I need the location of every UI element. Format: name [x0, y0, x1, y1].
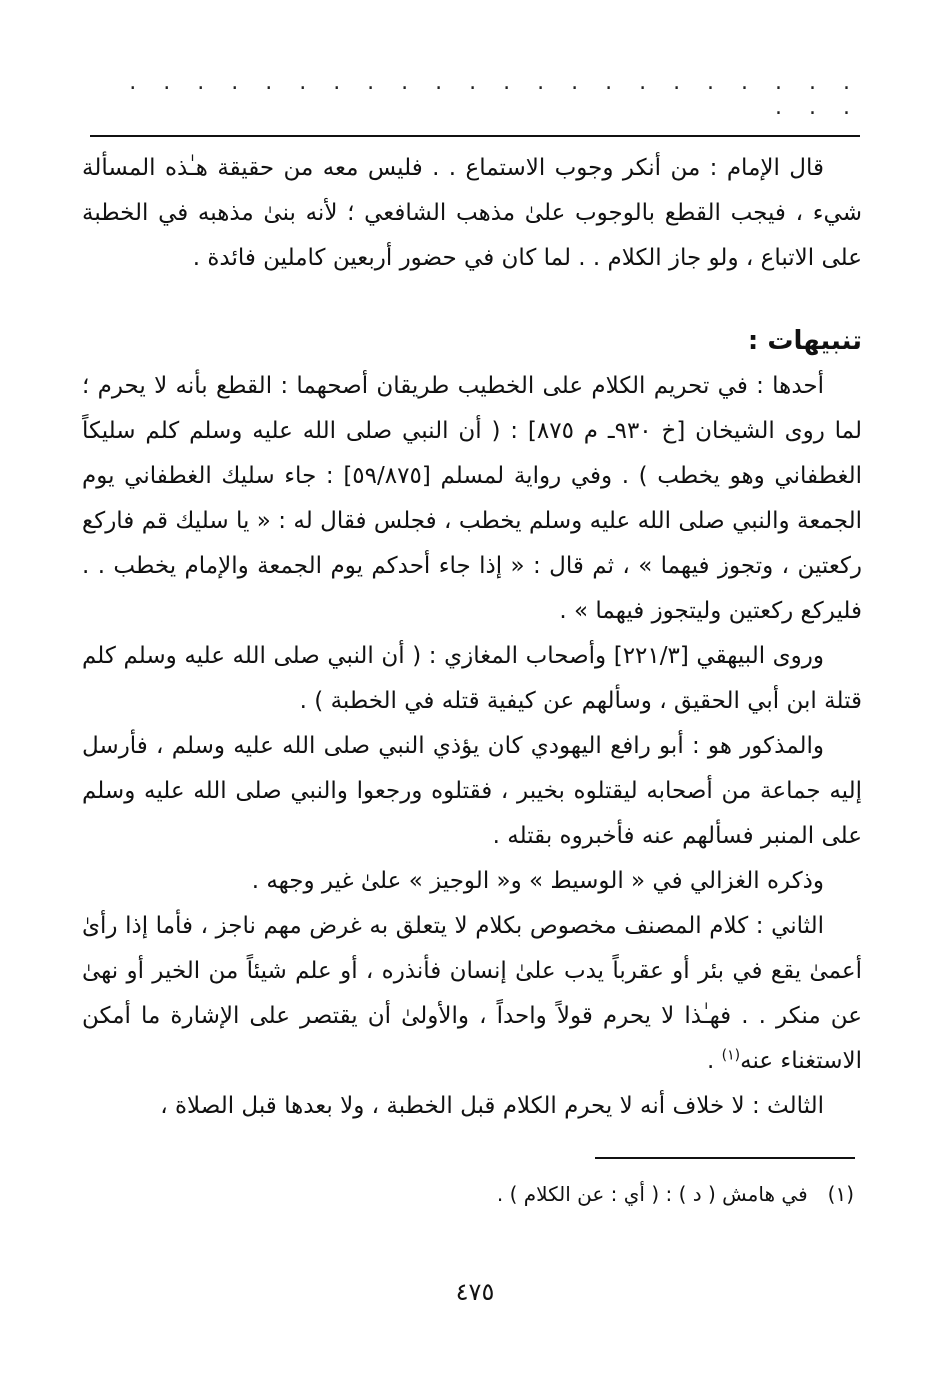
- paragraph-6: [82, 904, 862, 1084]
- footnote-marker: (١): [721, 1047, 741, 1064]
- paragraph-4: والمذكور هو : أبو رافع اليهودي كان يؤذي النبي صلى الله عليه وسلم ، فأرسل إليه جماعة من أصحابه ليقتلوه بخيبر ، فقتلوه ورجعوا والنبي صلى الله عليه وسلم على المنبر فسألهم عنه فأخبروه بقتله .: [82, 733, 862, 849]
- paragraph-6-text: الثاني : كلام المصنف مخصوص بكلام لا يتعلق به غرض مهم ناجز ، فأما إذا رأىٰ أعمىٰ يقع في بئر أو عقرباً يدب علىٰ إنسان فأنذره ، أو علم شيئاً من الخير أو نهىٰ عن منكر . . فهـٰذا لا يحرم قولاً واحداً ، والأولىٰ أن يقتصر على الإشارة ما أمكن الاستغناء عنه: [82, 913, 862, 1074]
- header-dots: . . . . . . . . . . . . . . . . . . . . . . . . .: [129, 70, 860, 120]
- footnote-text: في هامش ( د ) : ( أي : عن الكلام ) .: [496, 1182, 808, 1206]
- footnote: [82, 1176, 854, 1212]
- footnote-rule: [595, 1157, 855, 1159]
- section-heading: تنبيهات :: [747, 326, 862, 356]
- footnote-number: (١): [827, 1182, 854, 1206]
- paragraph-6-end: .: [707, 1048, 722, 1074]
- header-rule: [90, 135, 860, 137]
- paragraph-2: أحدها : في تحريم الكلام على الخطيب طريقان أصحهما : القطع بأنه لا يحرم ؛ لما روى الشيخان [خ ٩٣٠ـ م ٨٧٥] : ( أن النبي صلى الله عليه وسلم كلم سليكاً الغطفاني وهو يخطب ) . وفي رواية لمسلم [٥٩/٨٧٥] : جاء سليك الغطفاني يوم الجمعة والنبي صلى الله عليه وسلم يخطب ، فجلس فقال له : « يا سليك قم فاركع ركعتين ، وتجوز فيهما » ، ثم قال : « إذا جاء أحدكم يوم الجمعة والإمام يخطب . . فليركع ركعتين وليتجوز فيهما » .: [82, 373, 862, 624]
- paragraph-3: وروى البيهقي [٢٢١/٣] وأصحاب المغازي : ( أن النبي صلى الله عليه وسلم كلم قتلة ابن أبي الحقيق ، وسألهم عن كيفية قتله في الخطبة ) .: [82, 643, 862, 714]
- paragraph-7: الثالث : لا خلاف أنه لا يحرم الكلام قبل الخطبة ، ولا بعدها قبل الصلاة ،: [160, 1093, 824, 1119]
- paragraph-5: وذكره الغزالي في « الوسيط » و« الوجيز » علىٰ غير وجهه .: [251, 868, 824, 894]
- paragraph-1: قال الإمام : من أنكر وجوب الاستماع . . فليس معه من حقيقة هـٰذه المسألة شيء ، فيجب القطع بالوجوب علىٰ مذهب الشافعي ؛ لأنه بنىٰ مذهبه في الخطبة على الاتباع ، ولو جاز الكلام . . لما كان في حضور أربعين كاملين فائدة .: [82, 155, 862, 271]
- main-text: [82, 146, 862, 1129]
- page-number: ٤٧٥: [455, 1278, 495, 1306]
